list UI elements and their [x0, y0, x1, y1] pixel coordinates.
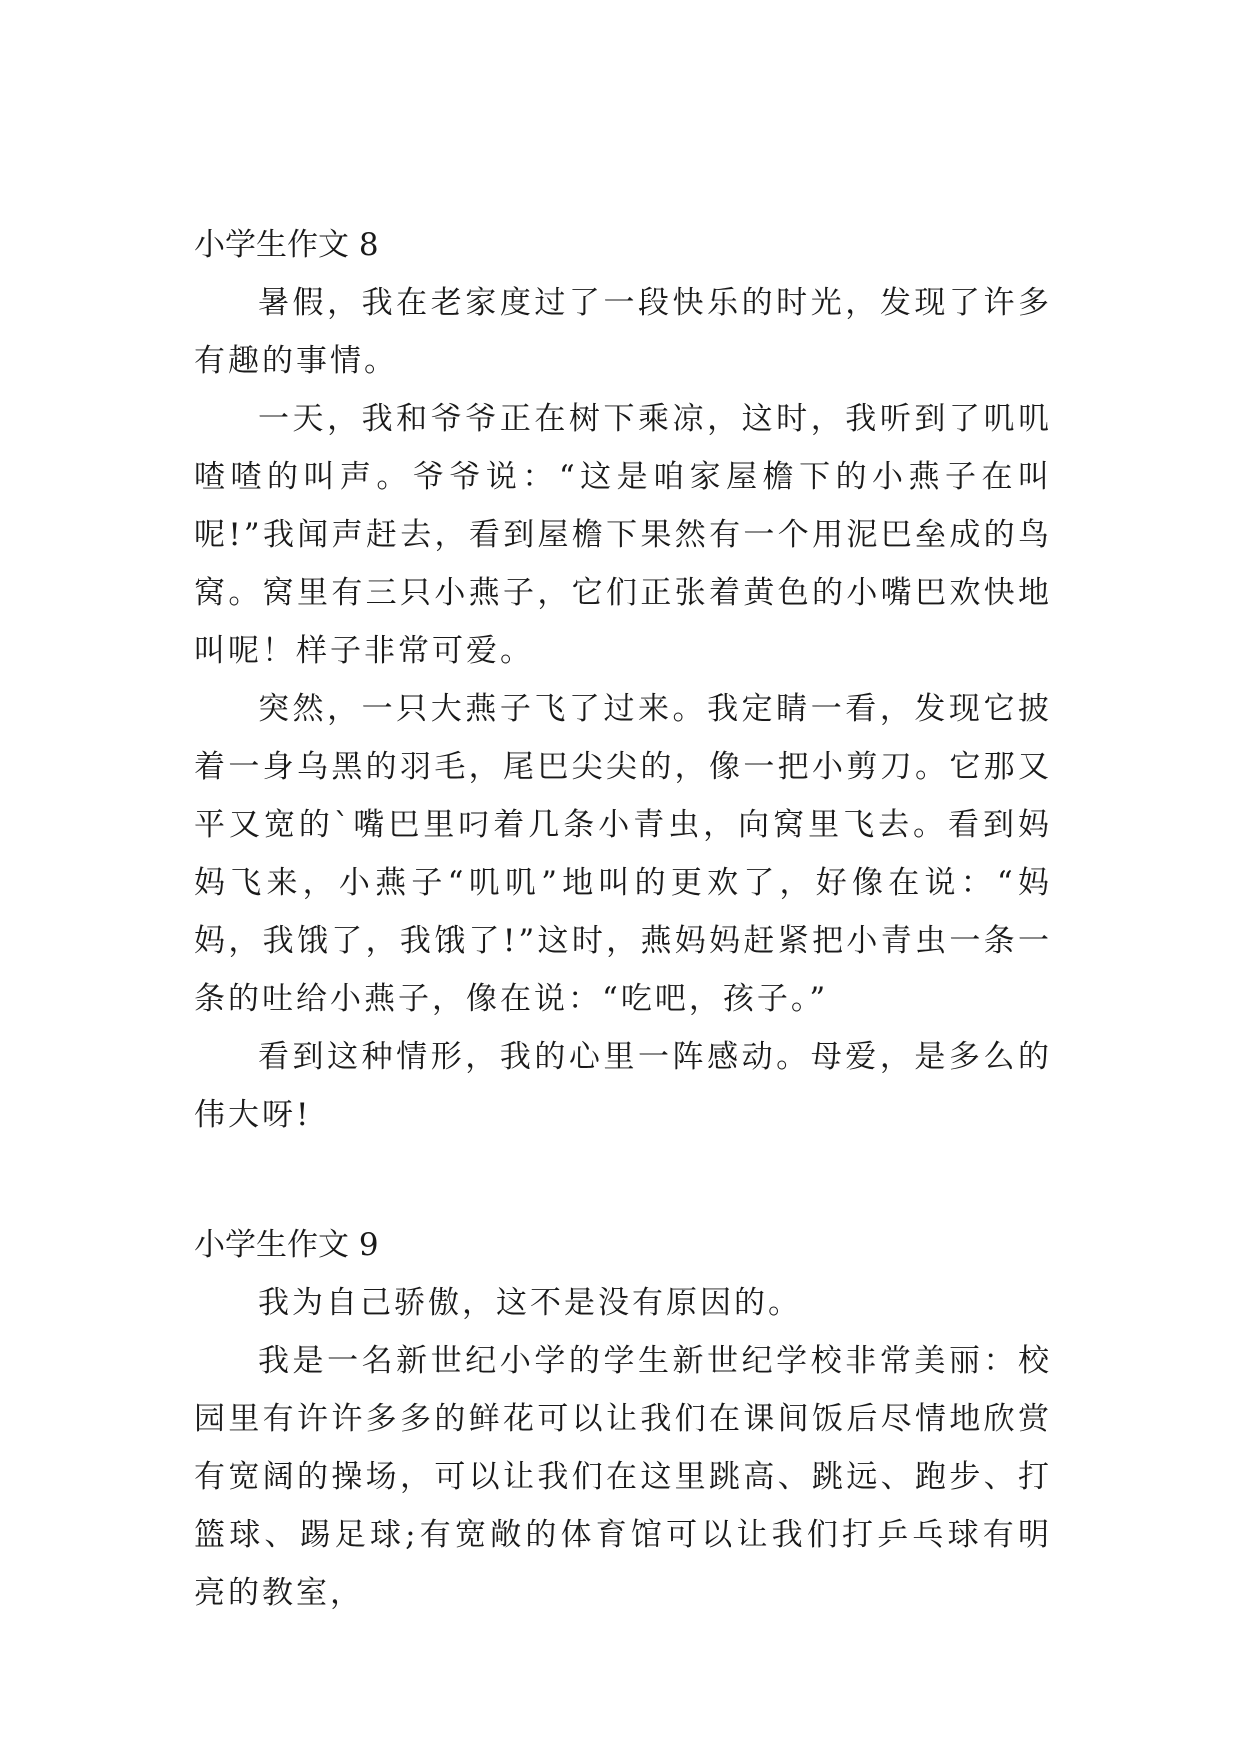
essay-8 — [194, 216, 1052, 1144]
essay-paragraph: 暑假，我在老家度过了一段快乐的时光，发现了许多有趣的事情。 — [194, 285, 1052, 379]
essay-paragraph: 突然，一只大燕子飞了过来。我定睛一看，发现它披着一身乌黑的羽毛，尾巴尖尖的，像一把小剪刀。它那又平又宽的`嘴巴里叼着几条小青虫，向窝里飞去。看到妈妈飞来，小燕子“叽叽”地叫的更欢了，好像在说：“妈妈，我饿了，我饿了!”这时，燕妈妈赶紧把小青虫一条一条的吐给小燕子，像在说：“吃吧，孩子。” — [194, 691, 1052, 1017]
essay-paragraph: 我是一名新世纪小学的学生新世纪学校非常美丽：校园里有许许多多的鲜花可以让我们在课间饭后尽情地欣赏有宽阔的操场，可以让我们在这里跳高、跳远、跑步、打篮球、踢足球;有宽敞的体育馆可以让我们打乒乓球有明亮的教室， — [194, 1343, 1052, 1611]
essay-title: 小学生作文 8 — [194, 227, 379, 263]
essay-9 — [194, 1216, 1052, 1622]
essay-paragraph: 一天，我和爷爷正在树下乘凉，这时，我听到了叽叽喳喳的叫声。爷爷说：“这是咱家屋檐下的小燕子在叫呢!”我闻声赶去，看到屋檐下果然有一个用泥巴垒成的鸟窝。窝里有三只小燕子，它们正张着黄色的小嘴巴欢快地叫呢！样子非常可爱。 — [194, 401, 1052, 669]
essay-paragraph: 我为自己骄傲，这不是没有原因的。 — [258, 1285, 802, 1321]
essay-paragraph: 看到这种情形，我的心里一阵感动。母爱，是多么的伟大呀! — [194, 1039, 1052, 1133]
essay-title: 小学生作文 9 — [194, 1227, 379, 1263]
